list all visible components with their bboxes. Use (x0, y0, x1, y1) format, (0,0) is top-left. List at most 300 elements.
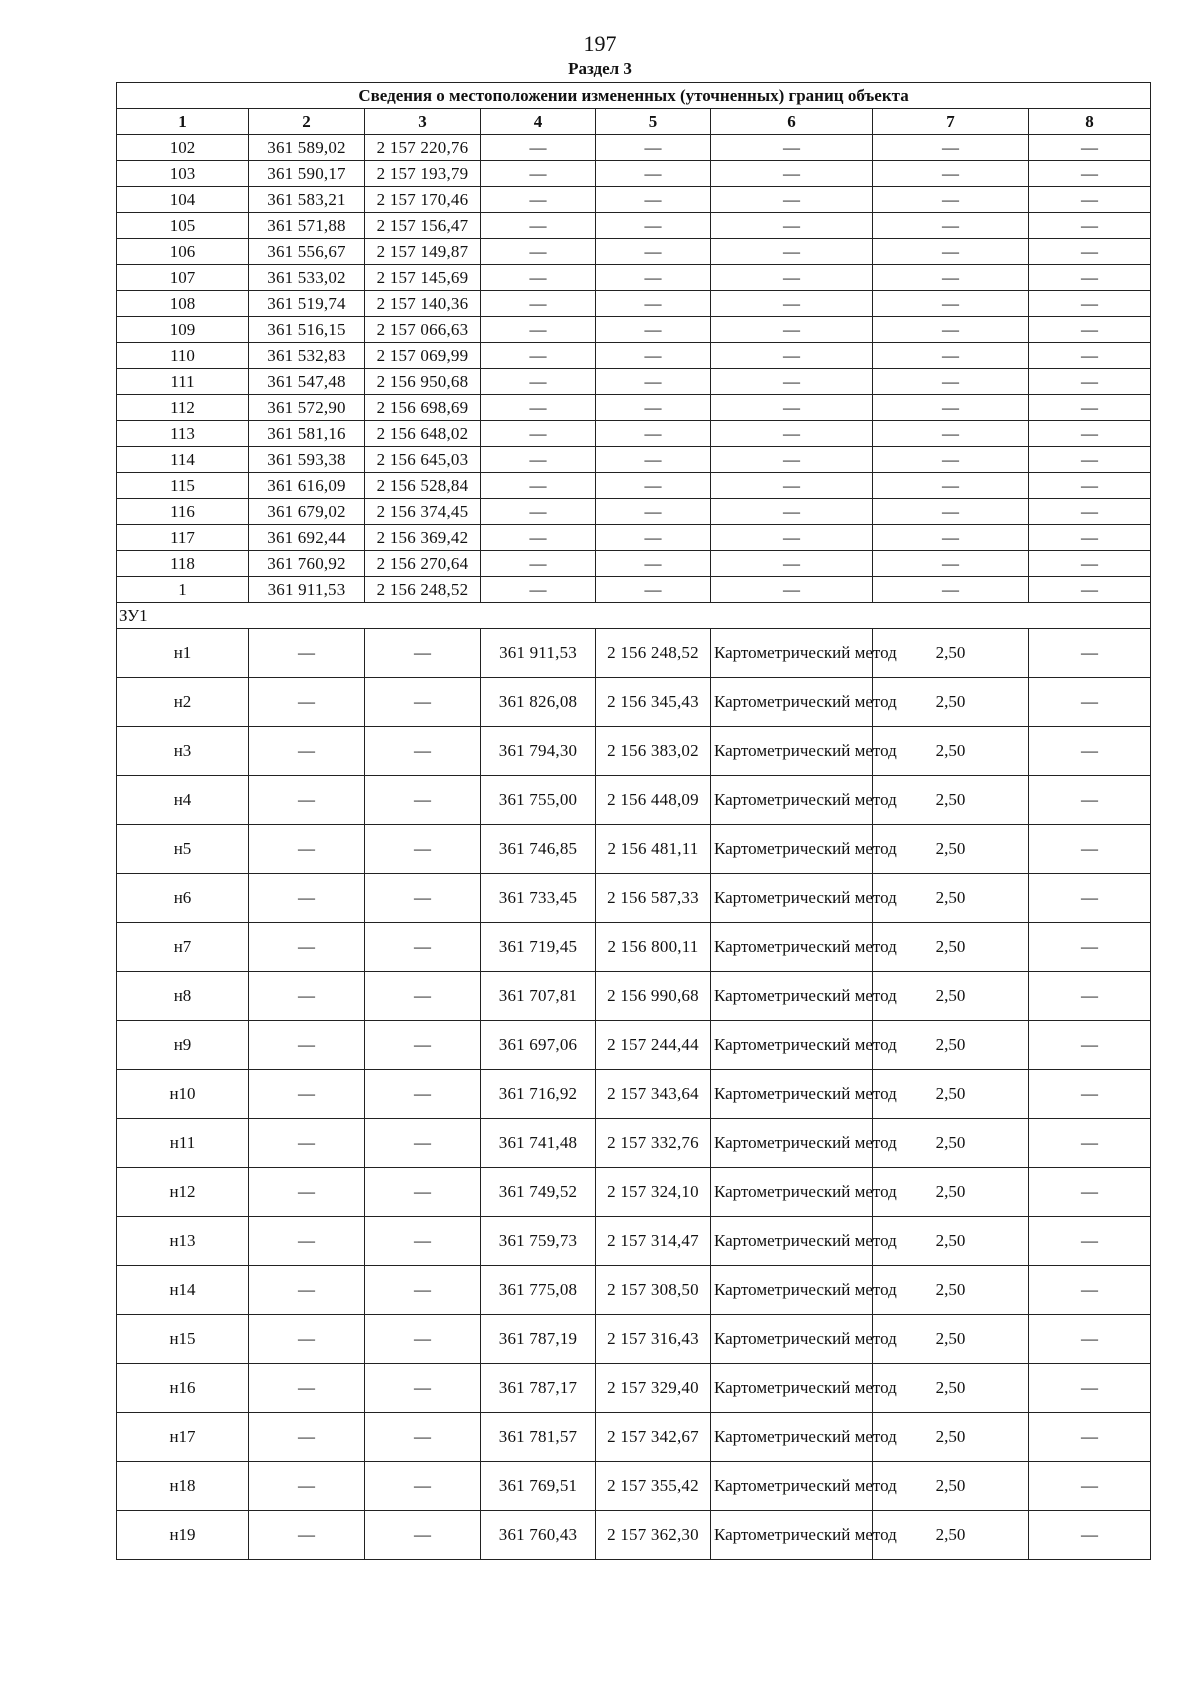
table-cell: — (711, 499, 873, 525)
table-cell: 361 719,45 (481, 923, 596, 972)
table-cell: — (873, 187, 1029, 213)
table-cell: — (249, 1511, 365, 1560)
table-cell: 2 156 248,52 (596, 629, 711, 678)
table-cell: — (873, 551, 1029, 577)
table-cell: 361 741,48 (481, 1119, 596, 1168)
table-cell: — (873, 213, 1029, 239)
table-cell: 2,50 (873, 1266, 1029, 1315)
table-cell: 361 616,09 (249, 473, 365, 499)
table-cell: — (249, 629, 365, 678)
table-body (117, 135, 1151, 1560)
table-cell: 118 (117, 551, 249, 577)
table-cell: 2,50 (873, 678, 1029, 727)
method-cell: Картометрический метод (711, 678, 873, 727)
table-cell: — (481, 447, 596, 473)
table-cell: — (1029, 972, 1151, 1021)
table-row (117, 1168, 1151, 1217)
table-cell: — (1029, 776, 1151, 825)
table-cell: — (596, 525, 711, 551)
table-cell: — (481, 369, 596, 395)
table-cell: — (481, 187, 596, 213)
table-cell: — (1029, 825, 1151, 874)
table-cell: 2,50 (873, 1070, 1029, 1119)
table-cell: — (249, 1021, 365, 1070)
table-cell: — (481, 317, 596, 343)
table-cell: — (873, 291, 1029, 317)
table-cell: — (596, 551, 711, 577)
table-cell: н19 (117, 1511, 249, 1560)
table-cell: н8 (117, 972, 249, 1021)
table-cell: — (365, 629, 481, 678)
table-row (117, 343, 1151, 369)
table-cell: 2 157 145,69 (365, 265, 481, 291)
table-cell: 2 157 362,30 (596, 1511, 711, 1560)
table-cell: н6 (117, 874, 249, 923)
method-cell: Картометрический метод (711, 1070, 873, 1119)
table-cell: — (1029, 1119, 1151, 1168)
column-number: 5 (596, 109, 711, 135)
table-cell: 109 (117, 317, 249, 343)
group-label: ЗУ1 (117, 603, 1151, 629)
table-cell: 2 156 648,02 (365, 421, 481, 447)
table-cell: — (596, 447, 711, 473)
table-cell: — (249, 825, 365, 874)
table-cell: — (1029, 291, 1151, 317)
table-cell: — (1029, 923, 1151, 972)
table-cell: — (1029, 473, 1151, 499)
table-cell: — (249, 1266, 365, 1315)
table-cell: — (596, 577, 711, 603)
table-cell: — (249, 1070, 365, 1119)
table-cell: — (711, 473, 873, 499)
table-cell: 2,50 (873, 1413, 1029, 1462)
table-row (117, 239, 1151, 265)
table-cell: 361 589,02 (249, 135, 365, 161)
table-cell: — (365, 1119, 481, 1168)
table-row (117, 678, 1151, 727)
method-cell: Картометрический метод (711, 1021, 873, 1070)
table-cell: — (249, 1217, 365, 1266)
table-cell: — (596, 135, 711, 161)
table-cell: — (711, 135, 873, 161)
table-cell: н7 (117, 923, 249, 972)
table-cell: 361 775,08 (481, 1266, 596, 1315)
table-cell: 111 (117, 369, 249, 395)
table-cell: — (1029, 239, 1151, 265)
table-cell: — (365, 1315, 481, 1364)
table-cell: 2 156 345,43 (596, 678, 711, 727)
table-cell: 2 157 170,46 (365, 187, 481, 213)
table-cell: — (1029, 678, 1151, 727)
table-cell: — (596, 499, 711, 525)
table-cell: — (711, 369, 873, 395)
table-cell: — (596, 291, 711, 317)
table-cell: — (249, 1364, 365, 1413)
table-row (117, 1021, 1151, 1070)
table-cell: — (481, 525, 596, 551)
table-cell: — (1029, 874, 1151, 923)
table-cell: — (596, 161, 711, 187)
table-row (117, 317, 1151, 343)
table-cell: — (873, 473, 1029, 499)
table-cell: — (481, 161, 596, 187)
table-cell: — (873, 395, 1029, 421)
table-cell: — (365, 727, 481, 776)
method-cell: Картометрический метод (711, 1364, 873, 1413)
table-cell: 2 156 374,45 (365, 499, 481, 525)
table-cell: — (873, 421, 1029, 447)
table-cell: — (1029, 551, 1151, 577)
table-row (117, 265, 1151, 291)
table-cell: — (1029, 447, 1151, 473)
table-cell: — (481, 551, 596, 577)
table-cell: 361 583,21 (249, 187, 365, 213)
table-row (117, 291, 1151, 317)
table-cell: 361 516,15 (249, 317, 365, 343)
table-cell: — (1029, 1266, 1151, 1315)
table-cell: 361 755,00 (481, 776, 596, 825)
column-number: 3 (365, 109, 481, 135)
table-cell: 361 533,02 (249, 265, 365, 291)
table-cell: — (1029, 727, 1151, 776)
table-row (117, 1315, 1151, 1364)
column-number: 2 (249, 109, 365, 135)
table-cell: — (596, 421, 711, 447)
table-cell: 361 733,45 (481, 874, 596, 923)
table-row (117, 825, 1151, 874)
table-cell: 2 156 248,52 (365, 577, 481, 603)
table-cell: — (365, 776, 481, 825)
table-cell: н16 (117, 1364, 249, 1413)
table-cell: 361 707,81 (481, 972, 596, 1021)
table-row (117, 776, 1151, 825)
table-cell: — (249, 923, 365, 972)
table-cell: 2,50 (873, 1168, 1029, 1217)
table-row (117, 1266, 1151, 1315)
table-cell: 112 (117, 395, 249, 421)
table-cell: — (249, 1462, 365, 1511)
method-cell: Картометрический метод (711, 1217, 873, 1266)
table-cell: 2 156 950,68 (365, 369, 481, 395)
table-cell: — (249, 874, 365, 923)
table-cell: — (481, 239, 596, 265)
table-cell: — (1029, 525, 1151, 551)
method-cell: Картометрический метод (711, 923, 873, 972)
table-row (117, 161, 1151, 187)
method-cell: Картометрический метод (711, 1266, 873, 1315)
table-cell: — (711, 187, 873, 213)
table-row (117, 577, 1151, 603)
table-cell: 1 (117, 577, 249, 603)
table-cell: — (1029, 1511, 1151, 1560)
table-cell: — (1029, 265, 1151, 291)
table-cell: — (1029, 213, 1151, 239)
table-cell: н2 (117, 678, 249, 727)
table-cell: 361 547,48 (249, 369, 365, 395)
table-cell: — (1029, 499, 1151, 525)
group-row (117, 603, 1151, 629)
method-cell: Картометрический метод (711, 1413, 873, 1462)
table-cell: 2 157 314,47 (596, 1217, 711, 1266)
table-cell: — (481, 473, 596, 499)
table-row (117, 135, 1151, 161)
table-cell: 361 781,57 (481, 1413, 596, 1462)
table-row (117, 525, 1151, 551)
table-cell: 114 (117, 447, 249, 473)
table-cell: 110 (117, 343, 249, 369)
method-cell: Картометрический метод (711, 1315, 873, 1364)
table-cell: 2,50 (873, 1119, 1029, 1168)
table-cell: 2 156 383,02 (596, 727, 711, 776)
table-cell: — (873, 161, 1029, 187)
table-cell: 361 556,67 (249, 239, 365, 265)
table-cell: 2 157 149,87 (365, 239, 481, 265)
table-cell: — (481, 265, 596, 291)
table-cell: — (711, 317, 873, 343)
table-cell: — (1029, 577, 1151, 603)
table-cell: 2 156 481,11 (596, 825, 711, 874)
table-cell: — (711, 343, 873, 369)
table-cell: 106 (117, 239, 249, 265)
table-cell: 2,50 (873, 1462, 1029, 1511)
table-cell: — (1029, 1462, 1151, 1511)
table-cell: — (711, 291, 873, 317)
table-cell: — (596, 343, 711, 369)
table-cell: 361 746,85 (481, 825, 596, 874)
table-cell: — (1029, 187, 1151, 213)
method-cell: Картометрический метод (711, 972, 873, 1021)
table-cell: 361 760,43 (481, 1511, 596, 1560)
table-cell: — (596, 473, 711, 499)
table-cell: 2 157 316,43 (596, 1315, 711, 1364)
table-cell: 116 (117, 499, 249, 525)
table-cell: 2,50 (873, 923, 1029, 972)
page-number: 197 (583, 31, 617, 56)
table-row (117, 1119, 1151, 1168)
table-cell: 2 157 066,63 (365, 317, 481, 343)
table-cell: — (249, 1315, 365, 1364)
table-cell: 361 787,17 (481, 1364, 596, 1413)
table-cell: 361 692,44 (249, 525, 365, 551)
table-cell: 361 911,53 (481, 629, 596, 678)
column-number: 1 (117, 109, 249, 135)
table-cell: — (481, 395, 596, 421)
table-cell: — (711, 551, 873, 577)
table-cell: 2 156 369,42 (365, 525, 481, 551)
table-cell: н5 (117, 825, 249, 874)
table-row (117, 923, 1151, 972)
table-cell: — (365, 874, 481, 923)
table-cell: 117 (117, 525, 249, 551)
method-cell: Картометрический метод (711, 825, 873, 874)
table-cell: 361 590,17 (249, 161, 365, 187)
table-row (117, 213, 1151, 239)
table-cell: 2 157 140,36 (365, 291, 481, 317)
table-cell: 2 156 645,03 (365, 447, 481, 473)
table-cell: — (365, 825, 481, 874)
table-cell: — (481, 499, 596, 525)
table-cell: — (249, 776, 365, 825)
table-cell: 105 (117, 213, 249, 239)
table-cell: 2 156 698,69 (365, 395, 481, 421)
table-cell: 2,50 (873, 1364, 1029, 1413)
table-cell: — (711, 239, 873, 265)
table-cell: — (711, 161, 873, 187)
table-cell: — (365, 1217, 481, 1266)
boundary-table (116, 82, 1151, 1560)
table-cell: — (1029, 1021, 1151, 1070)
table-cell: — (481, 343, 596, 369)
table-cell: — (1029, 1364, 1151, 1413)
table-cell: 103 (117, 161, 249, 187)
table-cell: 2,50 (873, 776, 1029, 825)
table-row (117, 447, 1151, 473)
method-cell: Картометрический метод (711, 776, 873, 825)
table-row (117, 187, 1151, 213)
table-cell: 2,50 (873, 1217, 1029, 1266)
table-cell: — (1029, 1413, 1151, 1462)
table-cell: 361 787,19 (481, 1315, 596, 1364)
table-cell: 104 (117, 187, 249, 213)
table-cell: 2,50 (873, 1021, 1029, 1070)
table-cell: — (1029, 1217, 1151, 1266)
table-cell: — (365, 1413, 481, 1462)
table-cell: 361 532,83 (249, 343, 365, 369)
table-cell: 2,50 (873, 1315, 1029, 1364)
table-cell: н9 (117, 1021, 249, 1070)
table-cell: — (596, 213, 711, 239)
table-cell: 361 769,51 (481, 1462, 596, 1511)
table-row (117, 395, 1151, 421)
table-cell: — (873, 239, 1029, 265)
table-cell: 102 (117, 135, 249, 161)
column-number: 4 (481, 109, 596, 135)
table-cell: — (481, 213, 596, 239)
table-cell: 361 716,92 (481, 1070, 596, 1119)
table-cell: — (1029, 135, 1151, 161)
section-title: Раздел 3 (568, 59, 632, 78)
table-cell: — (711, 395, 873, 421)
table-cell: — (365, 972, 481, 1021)
table-cell: 2 157 244,44 (596, 1021, 711, 1070)
table-cell: 2,50 (873, 874, 1029, 923)
table-cell: н3 (117, 727, 249, 776)
table-cell: — (596, 369, 711, 395)
table-row (117, 1364, 1151, 1413)
table-cell: — (365, 923, 481, 972)
table-row (117, 421, 1151, 447)
table-cell: — (873, 135, 1029, 161)
table-cell: — (1029, 343, 1151, 369)
table-cell: 115 (117, 473, 249, 499)
table-cell: — (873, 343, 1029, 369)
table-cell: н17 (117, 1413, 249, 1462)
table-cell: — (711, 447, 873, 473)
table-cell: 2 156 587,33 (596, 874, 711, 923)
table-cell: 2 157 355,42 (596, 1462, 711, 1511)
column-number: 8 (1029, 109, 1151, 135)
table-cell: — (873, 499, 1029, 525)
table-cell: — (365, 1070, 481, 1119)
table-cell: 361 759,73 (481, 1217, 596, 1266)
table-cell: н10 (117, 1070, 249, 1119)
table-cell: — (365, 1511, 481, 1560)
table-cell: 2 157 308,50 (596, 1266, 711, 1315)
method-cell: Картометрический метод (711, 727, 873, 776)
table-cell: — (1029, 369, 1151, 395)
table-cell: 2 157 342,67 (596, 1413, 711, 1462)
table-cell: 2 156 448,09 (596, 776, 711, 825)
table-cell: 361 794,30 (481, 727, 596, 776)
table-cell: — (1029, 1315, 1151, 1364)
table-cell: 108 (117, 291, 249, 317)
table-cell: 361 911,53 (249, 577, 365, 603)
table-row (117, 1070, 1151, 1119)
table-cell: 2 156 800,11 (596, 923, 711, 972)
table-cell: 2 157 329,40 (596, 1364, 711, 1413)
table-cell: 2 156 270,64 (365, 551, 481, 577)
column-number: 7 (873, 109, 1029, 135)
table-caption: Сведения о местоположении измененных (уточненных) границ объекта (117, 83, 1151, 109)
method-cell: Картометрический метод (711, 1462, 873, 1511)
table-row (117, 629, 1151, 678)
table-cell: 113 (117, 421, 249, 447)
table-cell: — (249, 1119, 365, 1168)
table-cell: — (1029, 421, 1151, 447)
column-number-row (117, 109, 1151, 135)
method-cell: Картометрический метод (711, 874, 873, 923)
table-cell: 2 157 156,47 (365, 213, 481, 239)
table-cell: — (596, 395, 711, 421)
table-cell: 361 826,08 (481, 678, 596, 727)
method-cell: Картометрический метод (711, 1119, 873, 1168)
table-cell: — (711, 421, 873, 447)
table-cell: н4 (117, 776, 249, 825)
table-cell: 2 157 324,10 (596, 1168, 711, 1217)
table-cell: — (596, 317, 711, 343)
table-cell: 2 157 069,99 (365, 343, 481, 369)
column-number: 6 (711, 109, 873, 135)
table-cell: — (596, 265, 711, 291)
table-cell: — (365, 1168, 481, 1217)
table-cell: 361 519,74 (249, 291, 365, 317)
table-row (117, 1217, 1151, 1266)
table-cell: 361 572,90 (249, 395, 365, 421)
table-row (117, 551, 1151, 577)
method-cell: Картометрический метод (711, 1511, 873, 1560)
table-cell: — (249, 1413, 365, 1462)
table-cell: — (1029, 1070, 1151, 1119)
table-cell: — (873, 265, 1029, 291)
table-cell: н13 (117, 1217, 249, 1266)
table-cell: — (481, 577, 596, 603)
table-cell: — (711, 265, 873, 291)
table-cell: 361 697,06 (481, 1021, 596, 1070)
table-cell: — (711, 577, 873, 603)
table-cell: — (365, 1266, 481, 1315)
method-cell: Картометрический метод (711, 629, 873, 678)
table-cell: — (873, 317, 1029, 343)
table-cell: — (1029, 317, 1151, 343)
table-cell: — (481, 421, 596, 447)
table-cell: — (481, 135, 596, 161)
table-cell: — (365, 1021, 481, 1070)
table-cell: — (873, 369, 1029, 395)
table-cell: н18 (117, 1462, 249, 1511)
table-row (117, 1462, 1151, 1511)
table-cell: — (711, 213, 873, 239)
table-cell: — (249, 678, 365, 727)
